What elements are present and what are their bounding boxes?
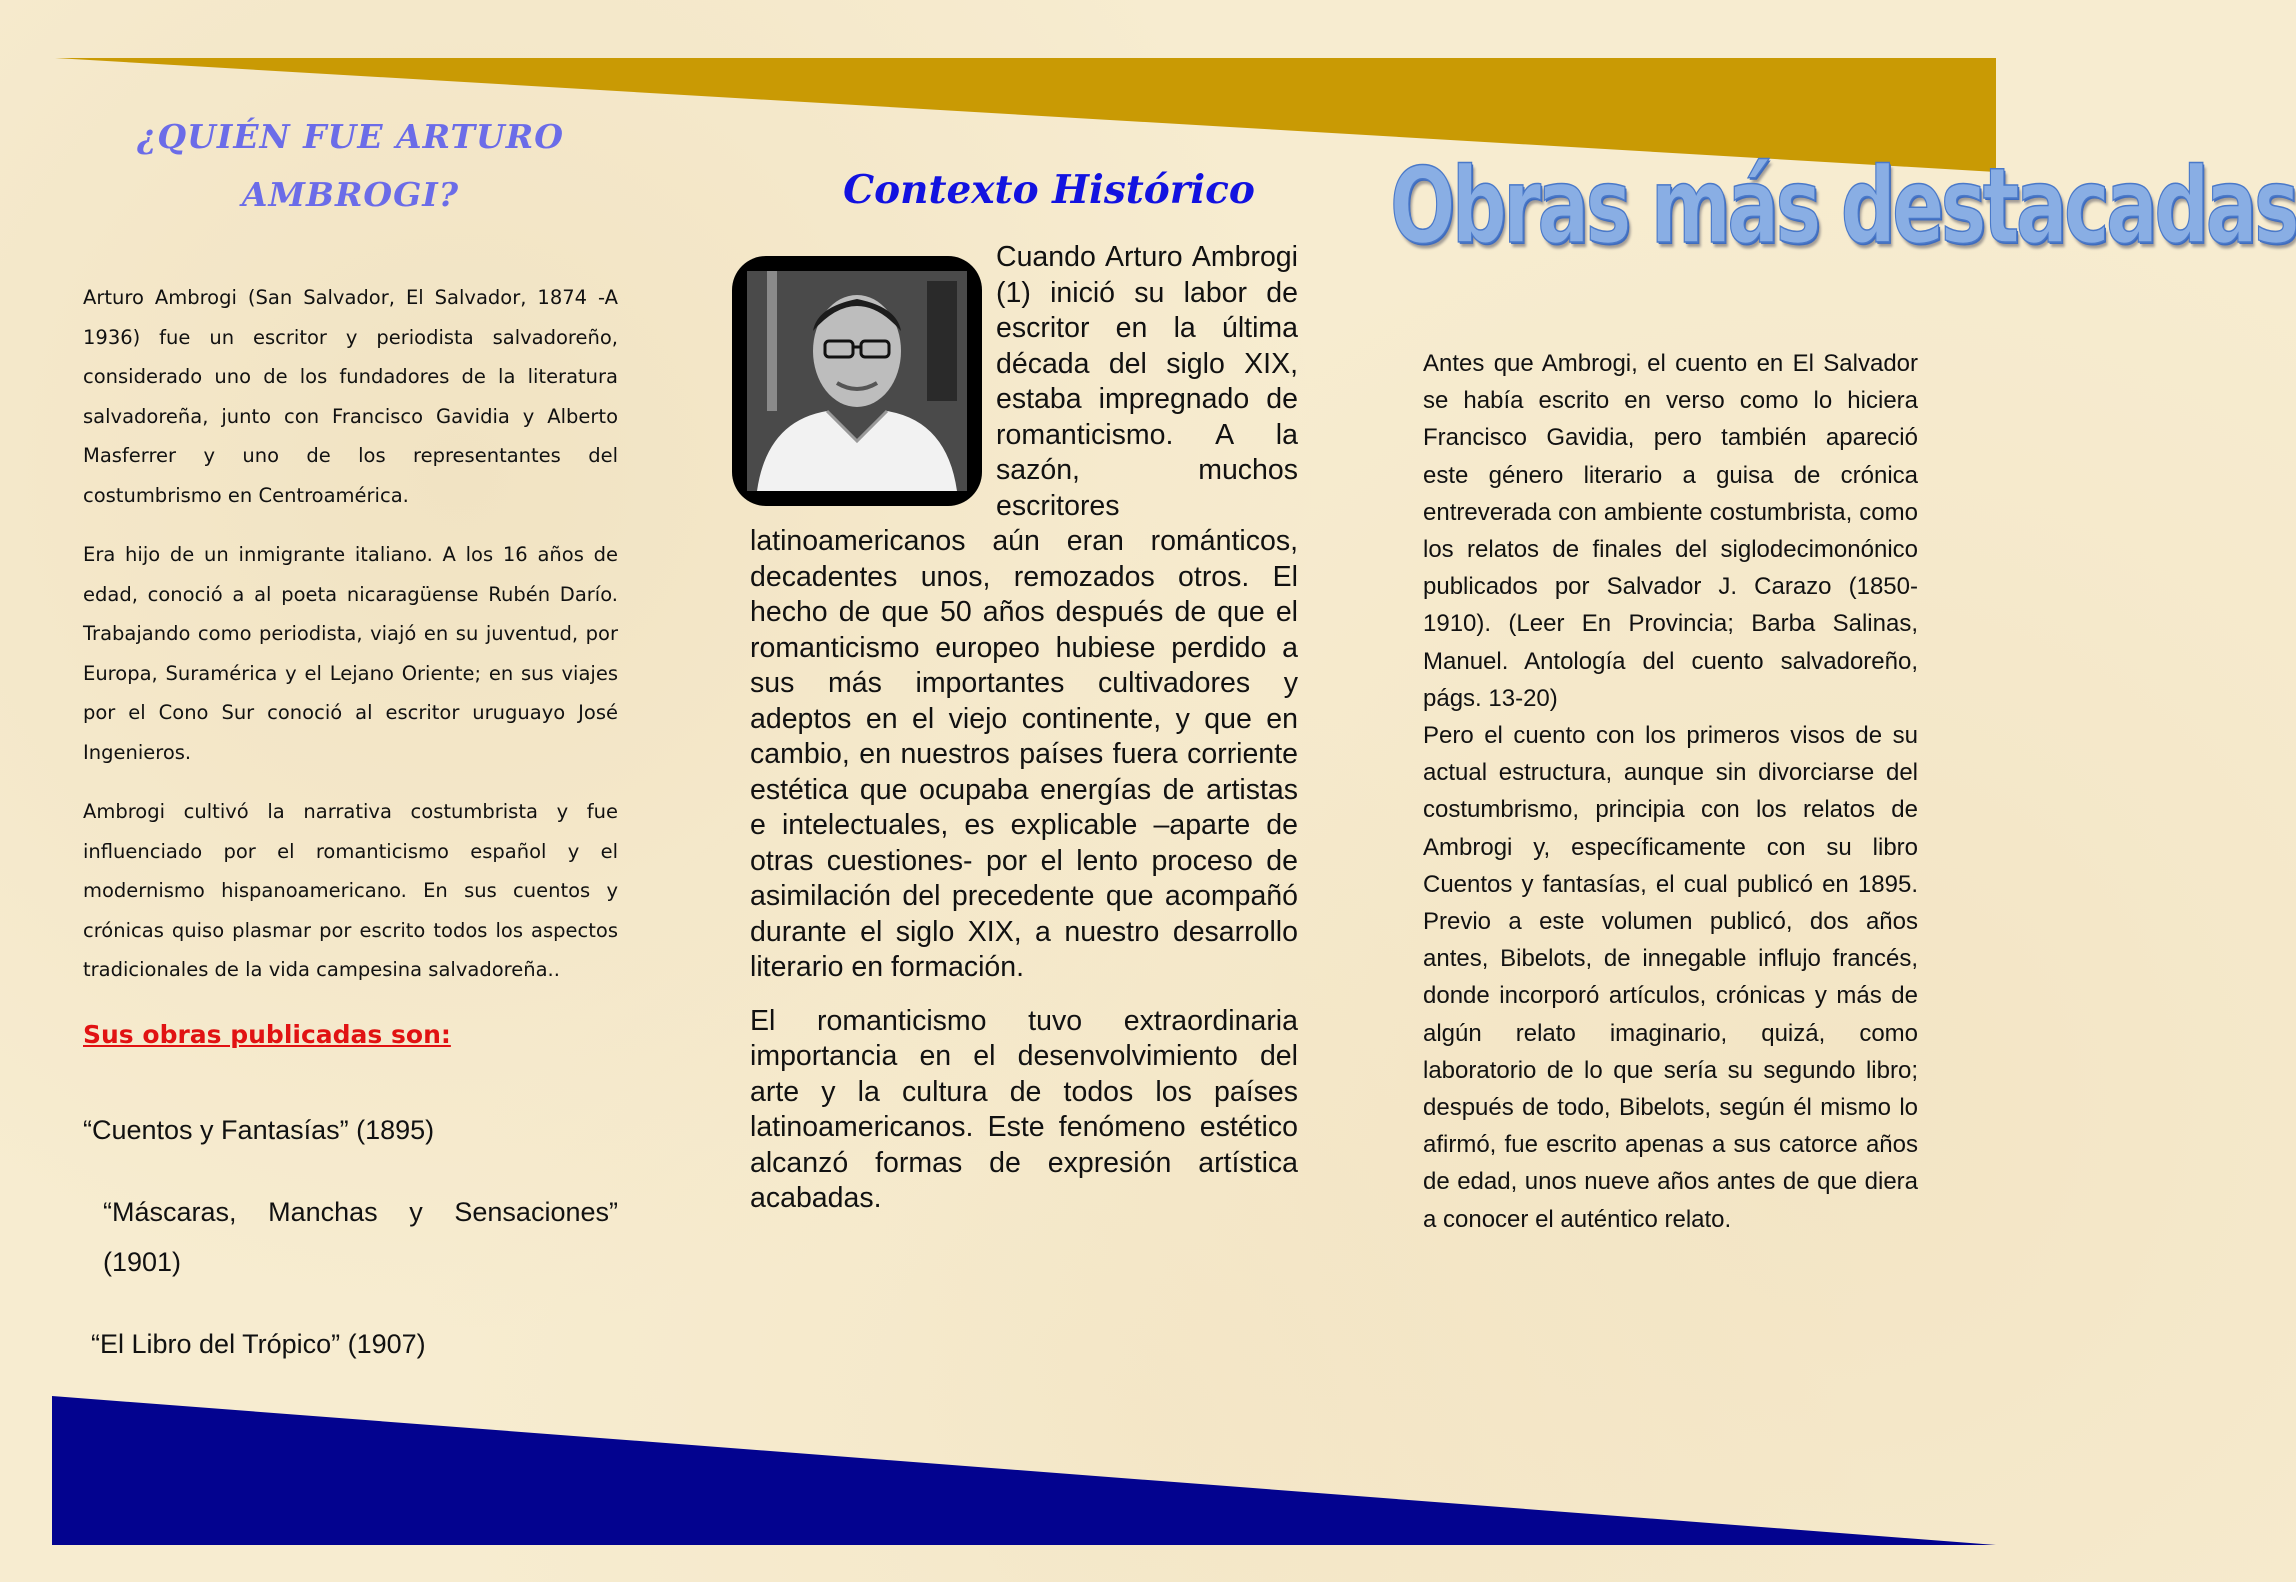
left-paragraph-1: Arturo Ambrogi (San Salvador, El Salvador, 1874 -A 1936) fue un escritor y periodista salvadoreño, considerado uno de los fundadores de la literatura salvadoreña, junto con Francisco Gavidia y Alberto Masferrer y uno de los representantes del costumbrismo en Centroamérica. xyxy=(83,286,618,507)
works-list xyxy=(83,1105,618,1369)
work-item-2: “Máscaras, Manchas y Sensaciones” (1901) xyxy=(103,1196,618,1277)
left-paragraph-2: Era hijo de un inmigrante italiano. A los 16 años de edad, conoció a al poeta nicaragüense Rubén Darío. Trabajando como periodista, viajó en su juventud, por Europa, Suramérica y el Lejano Oriente; en sus viajes por el Cono Sur conoció al escritor uruguayo José Ingenieros. xyxy=(83,543,618,764)
right-title: Obras más destacadas xyxy=(1390,145,2296,267)
right-paragraph-1: Antes que Ambrogi, el cuento en El Salvador se había escrito en verso como lo hiciera Francisco Gavidia, pero también apareció este género literario a guisa de crónica entreverada con ambiente costumbrista, como los relatos de finales del siglodecimonónico publicados por Salvador J. Carazo (1850-1910). (Leer En Provincia; Barba Salinas, Manuel. Antología del cuento salvadoreño, págs. 13-20) xyxy=(1423,350,1918,712)
right-column xyxy=(1423,345,1918,1238)
middle-title: Contexto Histórico xyxy=(843,167,1255,213)
work-item-1: “Cuentos y Fantasías” (1895) xyxy=(83,1114,435,1145)
middle-paragraph-2: El romanticismo tuvo extraordinaria importancia en el desenvolvimiento del arte y la cultura de todos los países latinoamericanos. Este fenómeno estético alcanzó formas de expresión artística acabadas. xyxy=(750,1004,1298,1214)
left-title: ¿QUIÉN FUE ARTURO AMBROGI? xyxy=(137,117,564,214)
bottom-navy-band xyxy=(52,1396,1996,1545)
left-column xyxy=(83,108,618,1369)
portrait-frame xyxy=(732,256,982,506)
portrait-photo-icon xyxy=(747,271,967,491)
middle-paragraph-1: Cuando Arturo Ambrogi (1) inició su labor de escritor en la última década del siglo XIX, estaba impregnado de romanticismo. A la sazón, muchos escritores latinoamericanos aún eran románticos, decadentes unos, remozados otros. El hecho de que 50 años después de que el romanticismo europeo hubiese perdido a sus más importantes cultivadores y adeptos en el viejo continente, y que en cambio, en nuestros países fuera corriente estética que ocupaba energías de artistas e intelectuales, es explicable –aparte de otras cuestiones- por el lento proceso de asimilación del precedente que acompañó durante el siglo XIX, a nuestro desarrollo literario en formación. xyxy=(750,241,1298,983)
right-paragraph-2: Pero el cuento con los primeros visos de su actual estructura, aunque sin divorciarse del costumbrismo, principia con los relatos de Ambrogi y, específicamente con su libro Cuentos y fantasías, el cual publicó en 1895. Previo a este volumen publicó, dos años antes, Bibelots, de innegable influjo francés, donde incorporó artículos, crónicas y más de algún relato imaginario, quizá, como laboratorio de lo que sería su segundo libro; después de todo, Bibelots, según él mismo lo afirmó, fue escrito apenas a sus catorce años de edad, unos nueve años antes de que diera a conocer el auténtico relato. xyxy=(1423,722,1918,1233)
left-paragraph-3: Ambrogi cultivó la narrativa costumbrista y fue influenciado por el romanticismo español y el modernismo hispanoamericano. En sus cuentos y crónicas quiso plasmar por escrito todos los aspectos tradicionales de la vida campesina salvadoreña.. xyxy=(83,800,618,981)
works-heading: Sus obras publicadas son: xyxy=(83,1019,451,1049)
middle-column xyxy=(750,160,1298,1217)
work-item-3: “El Libro del Trópico” (1907) xyxy=(91,1328,426,1359)
